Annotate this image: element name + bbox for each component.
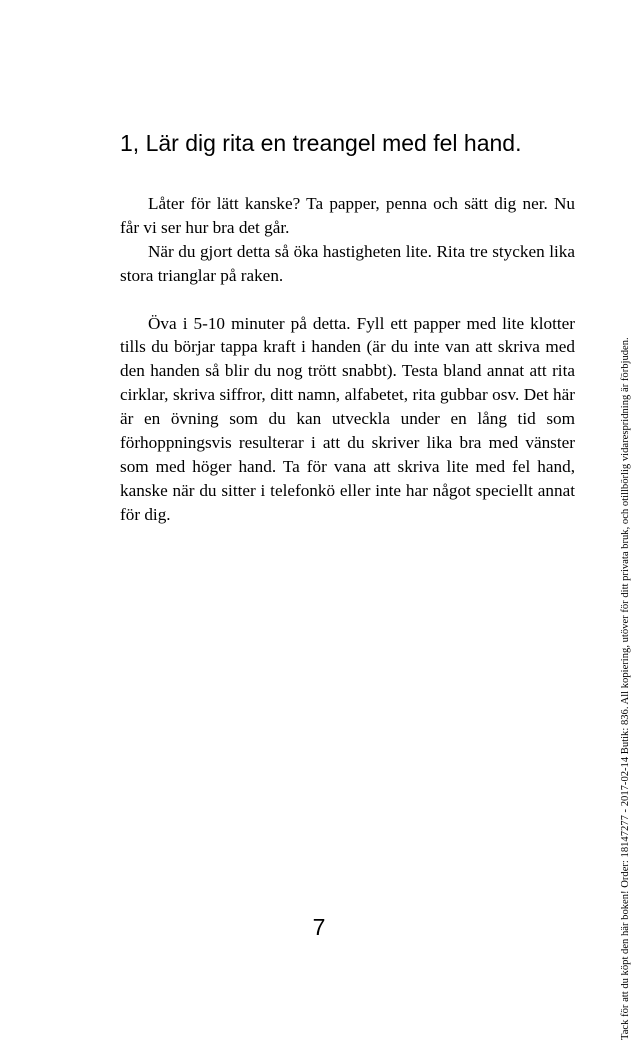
body-text bbox=[120, 192, 575, 527]
paragraph-3: Öva i 5-10 minuter på detta. Fyll ett papper med lite klotter tills du börjar tappa kraft i handen (är du inte van att skriva med den handen så blir du nog trött snabbt). Testa bland annat att rita cirklar, skriva siffror, ditt namn, alfabetet, rita gubbar osv. Det här är en övning som du kan utveckla under en lång tid som förhoppningsvis resulterar i att du skriver lika bra med vänster som med höger hand. Ta för vana att skriva lite med fel hand, kanske när du sitter i telefonkö eller inte har något speciellt annat för dig. bbox=[120, 313, 575, 524]
purchase-watermark-notice: Tack för att du köpt den här boken! Order: 18147277 - 2017-02-14 Butik: 836. All kopiering, utöver för ditt privata bruk, och otillbörlig vidarespridning är förbjuden. bbox=[620, 337, 631, 1040]
page-number: 7 bbox=[312, 914, 326, 940]
paragraph-1: Låter för lätt kanske? Ta papper, penna och sätt dig ner. Nu får vi ser hur bra det går. bbox=[120, 194, 575, 237]
paragraph-2: När du gjort detta så öka hastigheten lite. Rita tre stycken lika stora trianglar på raken. bbox=[120, 241, 575, 285]
chapter-title: 1, Lär dig rita en treangel med fel hand. bbox=[120, 130, 522, 156]
